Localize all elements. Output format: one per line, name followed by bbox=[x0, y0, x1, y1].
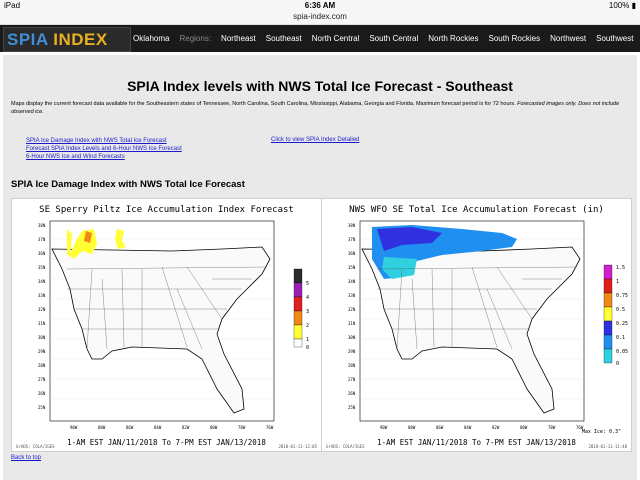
svg-text:86W: 86W bbox=[436, 425, 444, 430]
nws-map-stamp-right: 2018-01-11-11:48 bbox=[588, 444, 627, 449]
spia-lat-labels bbox=[38, 223, 46, 410]
spia-legend-2: 2 bbox=[306, 323, 310, 329]
region-nav bbox=[128, 25, 640, 52]
svg-text:82W: 82W bbox=[492, 425, 500, 430]
nws-legend-0-1: 0.1 bbox=[616, 335, 626, 341]
nav-south-central[interactable]: South Central bbox=[369, 34, 419, 43]
svg-text:78W: 78W bbox=[548, 425, 556, 430]
page-title: SPIA Index levels with NWS Total Ice Forecast - Southeast bbox=[127, 78, 513, 94]
back-to-top-link[interactable]: Back to top bbox=[11, 455, 42, 461]
svg-text:27N: 27N bbox=[38, 377, 46, 382]
page-description bbox=[11, 100, 626, 116]
carrier-label: iPad bbox=[4, 1, 21, 10]
nws-lon-labels bbox=[380, 425, 584, 430]
svg-text:37N: 37N bbox=[348, 237, 356, 242]
nws-map-title: NWS WFO SE Total Ice Accumulation Forecast (in) bbox=[349, 205, 604, 215]
svg-text:88W: 88W bbox=[408, 425, 416, 430]
battery-indicator bbox=[609, 1, 636, 10]
spia-legend-4: 4 bbox=[306, 295, 310, 301]
nws-legend-0-05: 0.05 bbox=[616, 349, 629, 355]
logo-part-index: INDEX bbox=[53, 30, 108, 49]
svg-text:33N: 33N bbox=[348, 293, 356, 298]
spia-lon-labels bbox=[70, 425, 274, 430]
nav-southeast[interactable]: Southeast bbox=[265, 34, 302, 43]
nav-north-rockies[interactable]: North Rockies bbox=[428, 34, 479, 43]
max-ice-label: Max Ice: 0.3" bbox=[581, 429, 621, 435]
svg-text:76W: 76W bbox=[266, 425, 274, 430]
nav-oklahoma[interactable]: Oklahoma bbox=[133, 34, 170, 43]
svg-text:25N: 25N bbox=[38, 405, 46, 410]
status-bar bbox=[0, 0, 640, 12]
svg-text:78W: 78W bbox=[238, 425, 246, 430]
link-6hr-ice-wind[interactable]: 6-Hour NWS Ice and Wind Forecasts bbox=[26, 154, 125, 160]
nws-map-graphic bbox=[322, 199, 631, 451]
nws-legend-0-5: 0.5 bbox=[616, 307, 626, 313]
regions-label: Regions: bbox=[179, 34, 212, 43]
nws-legend-1: 1 bbox=[616, 279, 620, 285]
svg-text:35N: 35N bbox=[348, 265, 356, 270]
nws-legend-0-75: 0.75 bbox=[616, 293, 629, 299]
svg-text:90W: 90W bbox=[380, 425, 388, 430]
nav-south-rockies[interactable]: South Rockies bbox=[488, 34, 541, 43]
spia-index-logo[interactable] bbox=[3, 27, 131, 52]
svg-text:25N: 25N bbox=[348, 405, 356, 410]
svg-text:32N: 32N bbox=[38, 307, 46, 312]
nws-map-caption: 1-AM EST JAN/11/2018 To 7-PM EST JAN/13/2018 bbox=[377, 438, 576, 447]
main-content bbox=[3, 55, 637, 480]
svg-text:27N: 27N bbox=[348, 377, 356, 382]
nws-legend-1-5: 1.5 bbox=[616, 265, 626, 271]
svg-text:82W: 82W bbox=[182, 425, 190, 430]
svg-text:37N: 37N bbox=[38, 237, 46, 242]
nws-legend-0: 0 bbox=[616, 361, 620, 367]
description-note: Forecasted images only. Does not include observed ice. bbox=[11, 101, 620, 115]
svg-text:34N: 34N bbox=[348, 279, 356, 284]
nws-ice-map[interactable] bbox=[321, 198, 632, 452]
svg-text:29N: 29N bbox=[38, 349, 46, 354]
svg-text:33N: 33N bbox=[38, 293, 46, 298]
nav-north-central[interactable]: North Central bbox=[311, 34, 360, 43]
nav-southwest[interactable]: Southwest bbox=[596, 34, 634, 43]
svg-text:34N: 34N bbox=[38, 279, 46, 284]
svg-text:26N: 26N bbox=[38, 391, 46, 396]
svg-text:80W: 80W bbox=[210, 425, 218, 430]
svg-text:31N: 31N bbox=[38, 321, 46, 326]
svg-text:28N: 28N bbox=[348, 363, 356, 368]
clock: 6:36 AM bbox=[304, 1, 336, 10]
spia-map-graphic bbox=[12, 199, 321, 451]
svg-text:32N: 32N bbox=[348, 307, 356, 312]
svg-text:84W: 84W bbox=[154, 425, 162, 430]
spia-map-title: SE Sperry Piltz Ice Accumulation Index Forecast bbox=[39, 205, 294, 215]
spia-index-map[interactable] bbox=[11, 198, 322, 452]
svg-text:30N: 30N bbox=[38, 335, 46, 340]
nws-lat-labels bbox=[348, 223, 356, 410]
svg-text:36N: 36N bbox=[38, 251, 46, 256]
nav-northeast[interactable]: Northeast bbox=[221, 34, 256, 43]
spia-legend-1: 1 bbox=[306, 337, 310, 343]
link-6hr-spia[interactable]: Forecast SPIA Index Levels and 6-Hour NWS Ice Forecast bbox=[26, 146, 182, 152]
svg-text:30N: 30N bbox=[348, 335, 356, 340]
spia-map-stamp-left: GrADS: COLA/IGES bbox=[16, 444, 55, 449]
svg-text:38N: 38N bbox=[348, 223, 356, 228]
forecast-links bbox=[26, 137, 182, 161]
svg-text:76W: 76W bbox=[576, 425, 584, 430]
svg-text:29N: 29N bbox=[348, 349, 356, 354]
spia-map-caption: 1-AM EST JAN/11/2018 To 7-PM EST JAN/13/2018 bbox=[67, 438, 266, 447]
svg-text:84W: 84W bbox=[464, 425, 472, 430]
spia-map-stamp-right: 2018-01-11-12:05 bbox=[278, 444, 317, 449]
svg-text:31N: 31N bbox=[348, 321, 356, 326]
svg-text:28N: 28N bbox=[38, 363, 46, 368]
svg-text:90W: 90W bbox=[70, 425, 78, 430]
description-text: Maps display the current forecast data available for the Southeastern states of Tennessee, North Carolina, South Carolina, Mississippi, Alabama, Georgia and Florida. Maximum forecast period is for 72 hours. bbox=[11, 101, 516, 107]
spia-legend-0: 0 bbox=[306, 345, 310, 351]
svg-text:26N: 26N bbox=[348, 391, 356, 396]
spia-legend-3: 3 bbox=[306, 309, 310, 315]
section-title: SPIA Ice Damage Index with NWS Total Ice Forecast bbox=[11, 179, 245, 190]
nws-legend bbox=[604, 265, 628, 367]
svg-text:35N: 35N bbox=[38, 265, 46, 270]
link-ice-damage-index[interactable]: SPIA Ice Damage Index with NWS Total Ice Forecast bbox=[26, 138, 167, 144]
nav-northwest[interactable]: Northwest bbox=[550, 34, 587, 43]
svg-text:88W: 88W bbox=[98, 425, 106, 430]
nws-legend-0-25: 0.25 bbox=[616, 321, 629, 327]
logo-part-spia: SPIA bbox=[7, 30, 49, 49]
link-spia-detailed[interactable]: Click to view SPIA Index Detailed bbox=[271, 137, 360, 143]
battery-icon: ▮ bbox=[631, 1, 636, 10]
spia-legend bbox=[294, 269, 309, 351]
spia-legend-5: 5 bbox=[306, 281, 310, 287]
svg-text:38N: 38N bbox=[38, 223, 46, 228]
site-navbar bbox=[0, 25, 640, 52]
svg-text:86W: 86W bbox=[126, 425, 134, 430]
svg-text:36N: 36N bbox=[348, 251, 356, 256]
address-bar[interactable]: spia-index.com bbox=[0, 12, 640, 25]
battery-percent: 100% bbox=[608, 1, 630, 10]
nws-map-stamp-left: GrADS: COLA/IGES bbox=[326, 444, 365, 449]
svg-text:80W: 80W bbox=[520, 425, 528, 430]
